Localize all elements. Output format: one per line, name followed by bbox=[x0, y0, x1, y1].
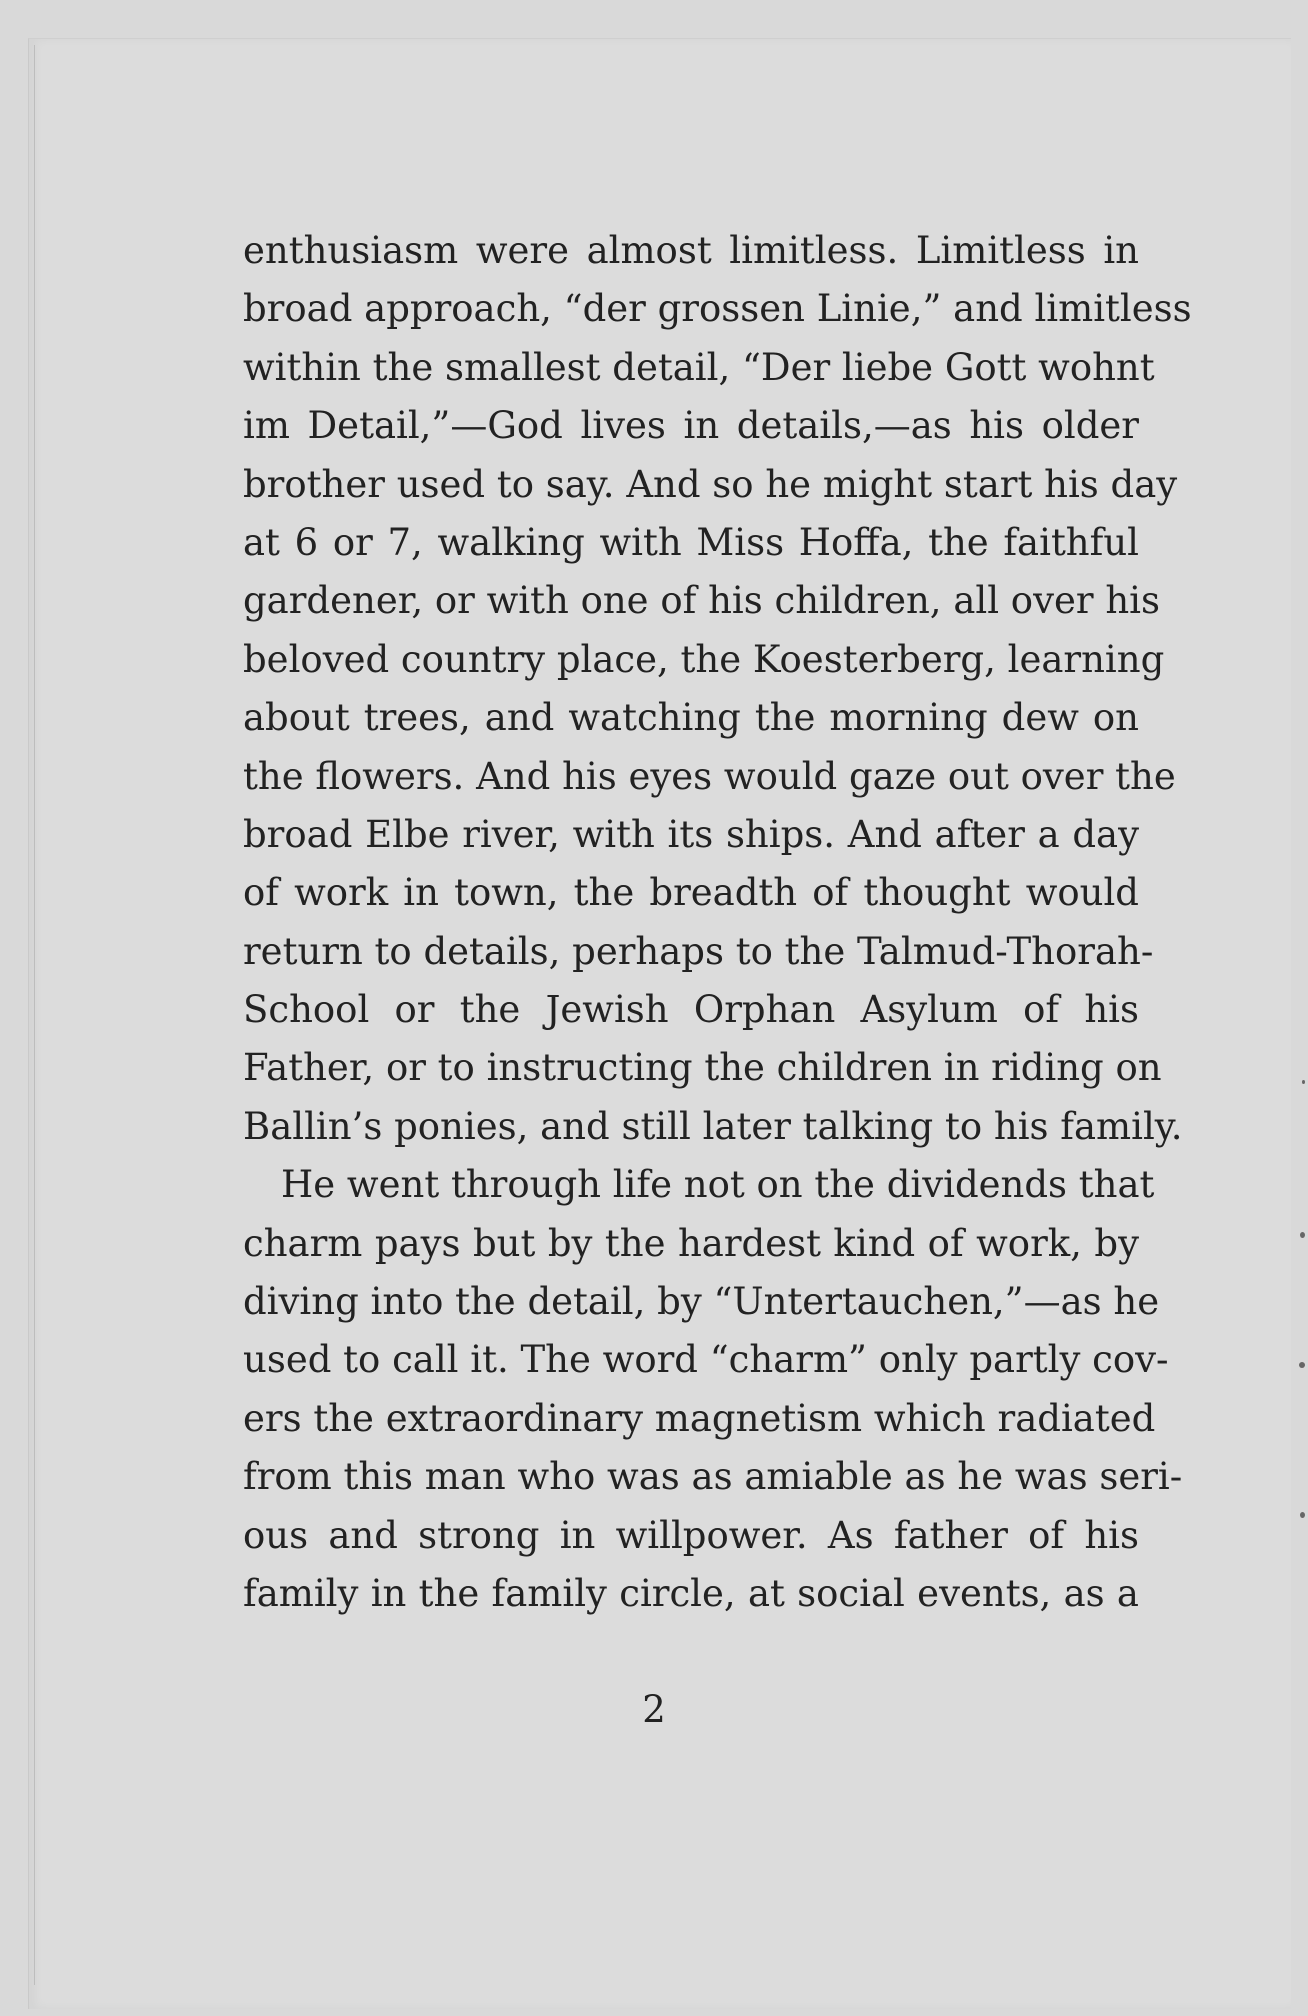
text-line: the flowers. And his eyes would gaze out over the bbox=[243, 754, 1176, 798]
text-line: Father, or to instructing the children in riding on bbox=[243, 1046, 1162, 1090]
text-line: used to call it. The word “charm” only partly cov- bbox=[243, 1338, 1169, 1382]
text-line: beloved country place, the Koesterberg, learning bbox=[243, 637, 1165, 681]
text-line: School or the Jewish Orphan Asylum of his bbox=[243, 988, 1139, 1032]
text-line: Ballin’s ponies, and still later talking to his family. bbox=[243, 1104, 1183, 1148]
text-line: ous and strong in willpower. As father of his bbox=[243, 1513, 1139, 1557]
text-line: return to details, perhaps to the Talmud-Thorah- bbox=[243, 929, 1154, 973]
paper-speck bbox=[1302, 1080, 1305, 1084]
text-line: family in the family circle, at social events, as a bbox=[243, 1571, 1139, 1615]
text-line: about trees, and watching the morning dew on bbox=[243, 696, 1139, 740]
text-line: brother used to say. And so he might start his day bbox=[243, 462, 1178, 506]
body-text bbox=[243, 222, 1192, 1623]
text-line: gardener, or with one of his children, all over his bbox=[243, 579, 1160, 623]
paper-speck bbox=[1299, 1362, 1305, 1368]
paper-speck bbox=[1300, 1232, 1305, 1238]
text-line: charm pays but by the hardest kind of work, by bbox=[243, 1221, 1139, 1265]
text-line: at 6 or 7, walking with Miss Hoffa, the faithful bbox=[243, 520, 1139, 564]
paper-speck bbox=[1300, 1512, 1305, 1518]
text-line: broad approach, “der grossen Linie,” and limitless bbox=[243, 287, 1192, 331]
text-line: from this man who was as amiable as he was seri- bbox=[243, 1455, 1183, 1499]
paragraph-1 bbox=[243, 222, 1192, 1156]
text-line: He went through life not on the dividends that bbox=[281, 1163, 1155, 1207]
text-line: broad Elbe river, with its ships. And after a day bbox=[243, 812, 1139, 856]
text-line: within the smallest detail, “Der liebe Gott wohnt bbox=[243, 345, 1155, 389]
text-line: enthusiasm were almost limitless. Limitless in bbox=[243, 229, 1139, 272]
text-line: im Detail,”—God lives in details,—as his older bbox=[243, 404, 1139, 448]
text-line: ers the extraordinary magnetism which radiated bbox=[243, 1396, 1156, 1440]
text-line: of work in town, the breadth of thought would bbox=[243, 871, 1139, 915]
text-line: diving into the detail, by “Untertauchen,”—as he bbox=[243, 1280, 1160, 1324]
paragraph-2 bbox=[243, 1156, 1183, 1623]
page-number: 2 bbox=[642, 1688, 666, 1731]
